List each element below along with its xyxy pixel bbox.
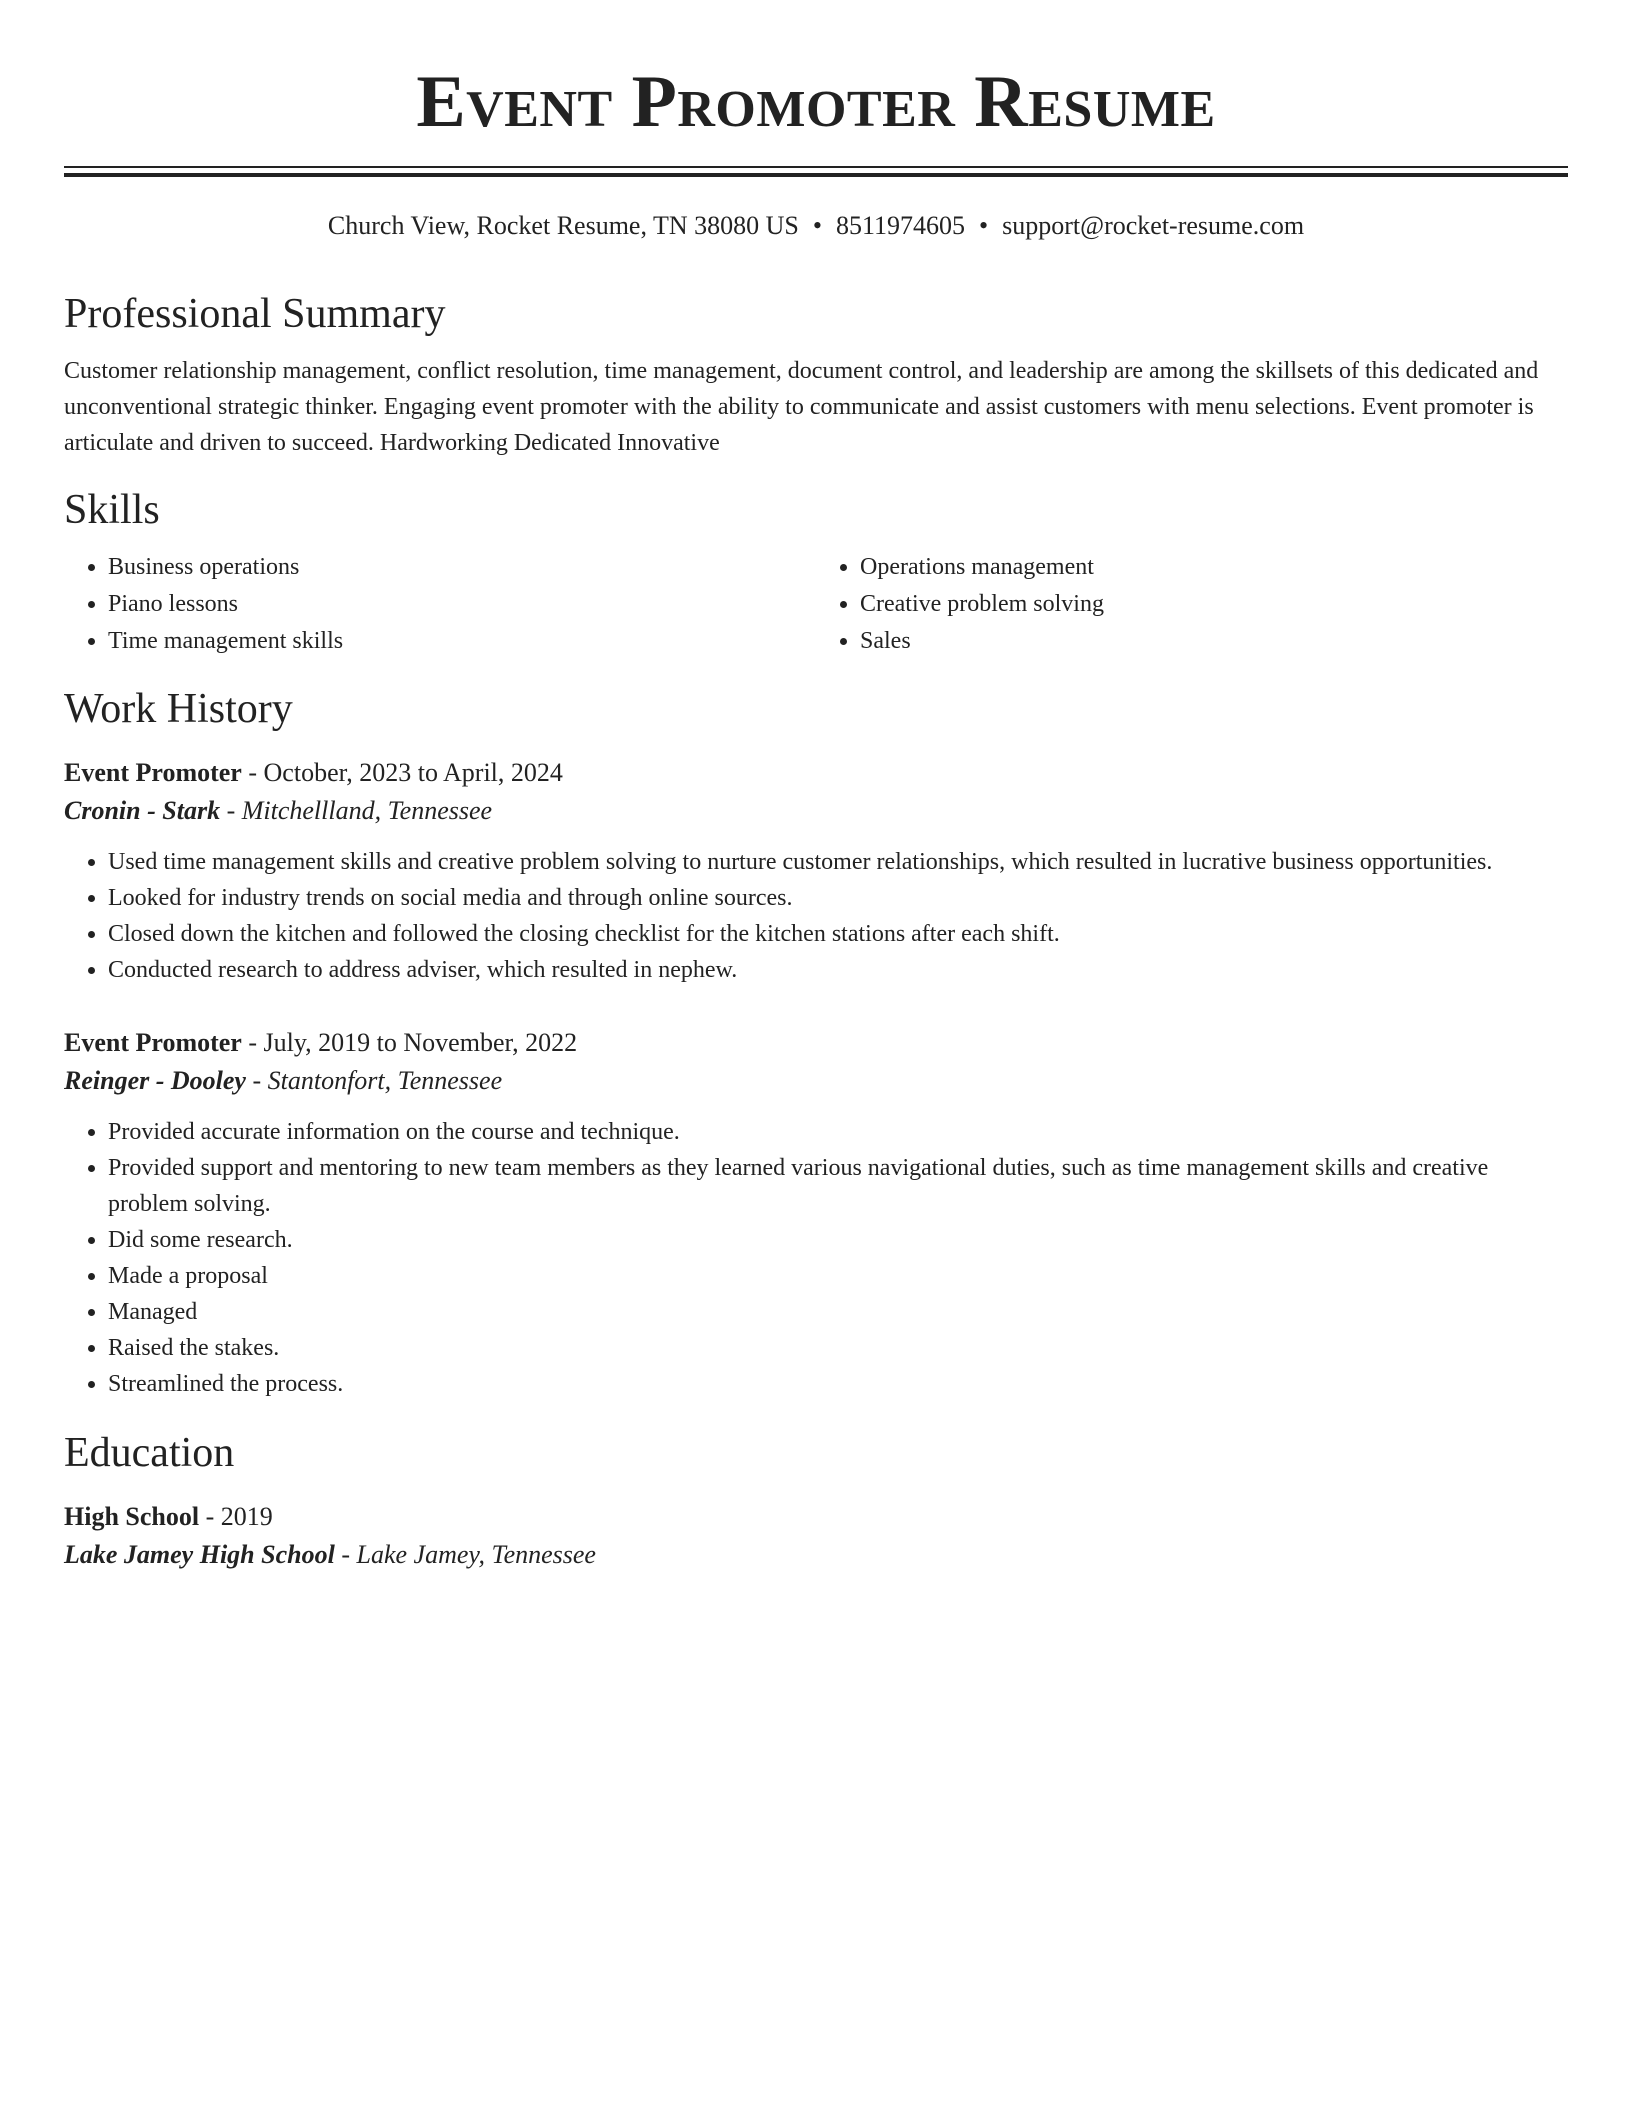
contact-email: support@rocket-resume.com (1002, 211, 1305, 240)
job-bullet: • Provided support and mentoring to new team members as they learned various navigational duties, such as time management skills and creative problem solving. (108, 1150, 1568, 1222)
education-degree-line (64, 1498, 1568, 1536)
education-location: Lake Jamey, Tennessee (356, 1540, 596, 1569)
education-degree: High School (64, 1502, 200, 1531)
job-location: Stantonfort, Tennessee (267, 1066, 503, 1095)
job-bullet: • Raised the stakes. (108, 1330, 1568, 1366)
skills-columns (64, 549, 1568, 660)
skill-item: • Business operations (108, 549, 816, 586)
job-bullet: • Made a proposal (108, 1258, 1568, 1294)
job-location: Mitchellland, Tennessee (241, 796, 493, 825)
summary-heading: Professional Summary (64, 291, 446, 337)
job-bullet: • Conducted research to address adviser, which resulted in nephew. (108, 952, 1568, 988)
skill-item: • Piano lessons (108, 586, 816, 623)
skills-right-list (816, 549, 1568, 660)
skills-heading: Skills (64, 487, 160, 533)
skills-left-list (64, 549, 816, 660)
title-double-rule (64, 166, 1568, 177)
job-bullet: • Used time management skills and creative problem solving to nurture customer relationships, which resulted in lucrative business opportunities. (108, 844, 1568, 880)
job-dash: - (220, 796, 242, 825)
job-entry (64, 754, 1568, 988)
job-bullet: • Streamlined the process. (108, 1366, 1568, 1402)
contact-address: Church View, Rocket Resume, TN 38080 US (327, 211, 799, 240)
job-company: Cronin - Stark (64, 796, 221, 825)
skill-item: • Operations management (860, 549, 1568, 586)
education-school-line (64, 1536, 1568, 1574)
job-company-line (64, 1062, 1568, 1100)
work-history-heading: Work History (64, 686, 293, 732)
contact-line (64, 209, 1568, 243)
job-dates: October, 2023 to April, 2024 (263, 758, 563, 787)
job-bullets (64, 844, 1568, 988)
job-dates: July, 2019 to November, 2022 (263, 1028, 578, 1057)
job-bullets (64, 1114, 1568, 1402)
job-bullet: • Did some research. (108, 1222, 1568, 1258)
job-dash: - (241, 1028, 264, 1057)
job-company: Reinger - Dooley (64, 1066, 246, 1095)
job-title: Event Promoter (64, 1028, 242, 1057)
skill-item: • Creative problem solving (860, 586, 1568, 623)
job-bullet: • Closed down the kitchen and followed the closing checklist for the kitchen stations after each shift. (108, 916, 1568, 952)
job-title-line (64, 1024, 1568, 1062)
job-entry (64, 1024, 1568, 1402)
skill-item: • Time management skills (108, 623, 816, 660)
job-bullet: • Managed (108, 1294, 1568, 1330)
skill-item: • Sales (860, 623, 1568, 660)
contact-phone: 8511974605 (836, 211, 966, 240)
education-year: 2019 (220, 1502, 273, 1531)
job-dash: - (245, 1066, 268, 1095)
contact-separator: • (979, 211, 989, 240)
job-dash: - (241, 758, 264, 787)
job-title-line (64, 754, 1568, 792)
education-heading: Education (64, 1430, 235, 1476)
job-bullet: • Provided accurate information on the course and technique. (108, 1114, 1568, 1150)
job-bullet: • Looked for industry trends on social media and through online sources. (108, 880, 1568, 916)
contact-separator: • (812, 211, 822, 240)
job-company-line (64, 792, 1568, 830)
summary-text: Customer relationship management, conflict resolution, time management, document control, and leadership are among the skillsets of this dedicated and unconventional strategic thinker. Engaging event promoter with the ability to communicate and assist customers with menu selections. Event promoter is articulate and driven to succeed. Hardworking Dedicated Innovative (64, 358, 1539, 456)
education-school: Lake Jamey High School (64, 1540, 335, 1569)
job-title: Event Promoter (64, 758, 242, 787)
education-dash: - (199, 1502, 221, 1531)
education-dash: - (334, 1540, 357, 1569)
resume-title: Event Promoter Resume (416, 61, 1216, 143)
